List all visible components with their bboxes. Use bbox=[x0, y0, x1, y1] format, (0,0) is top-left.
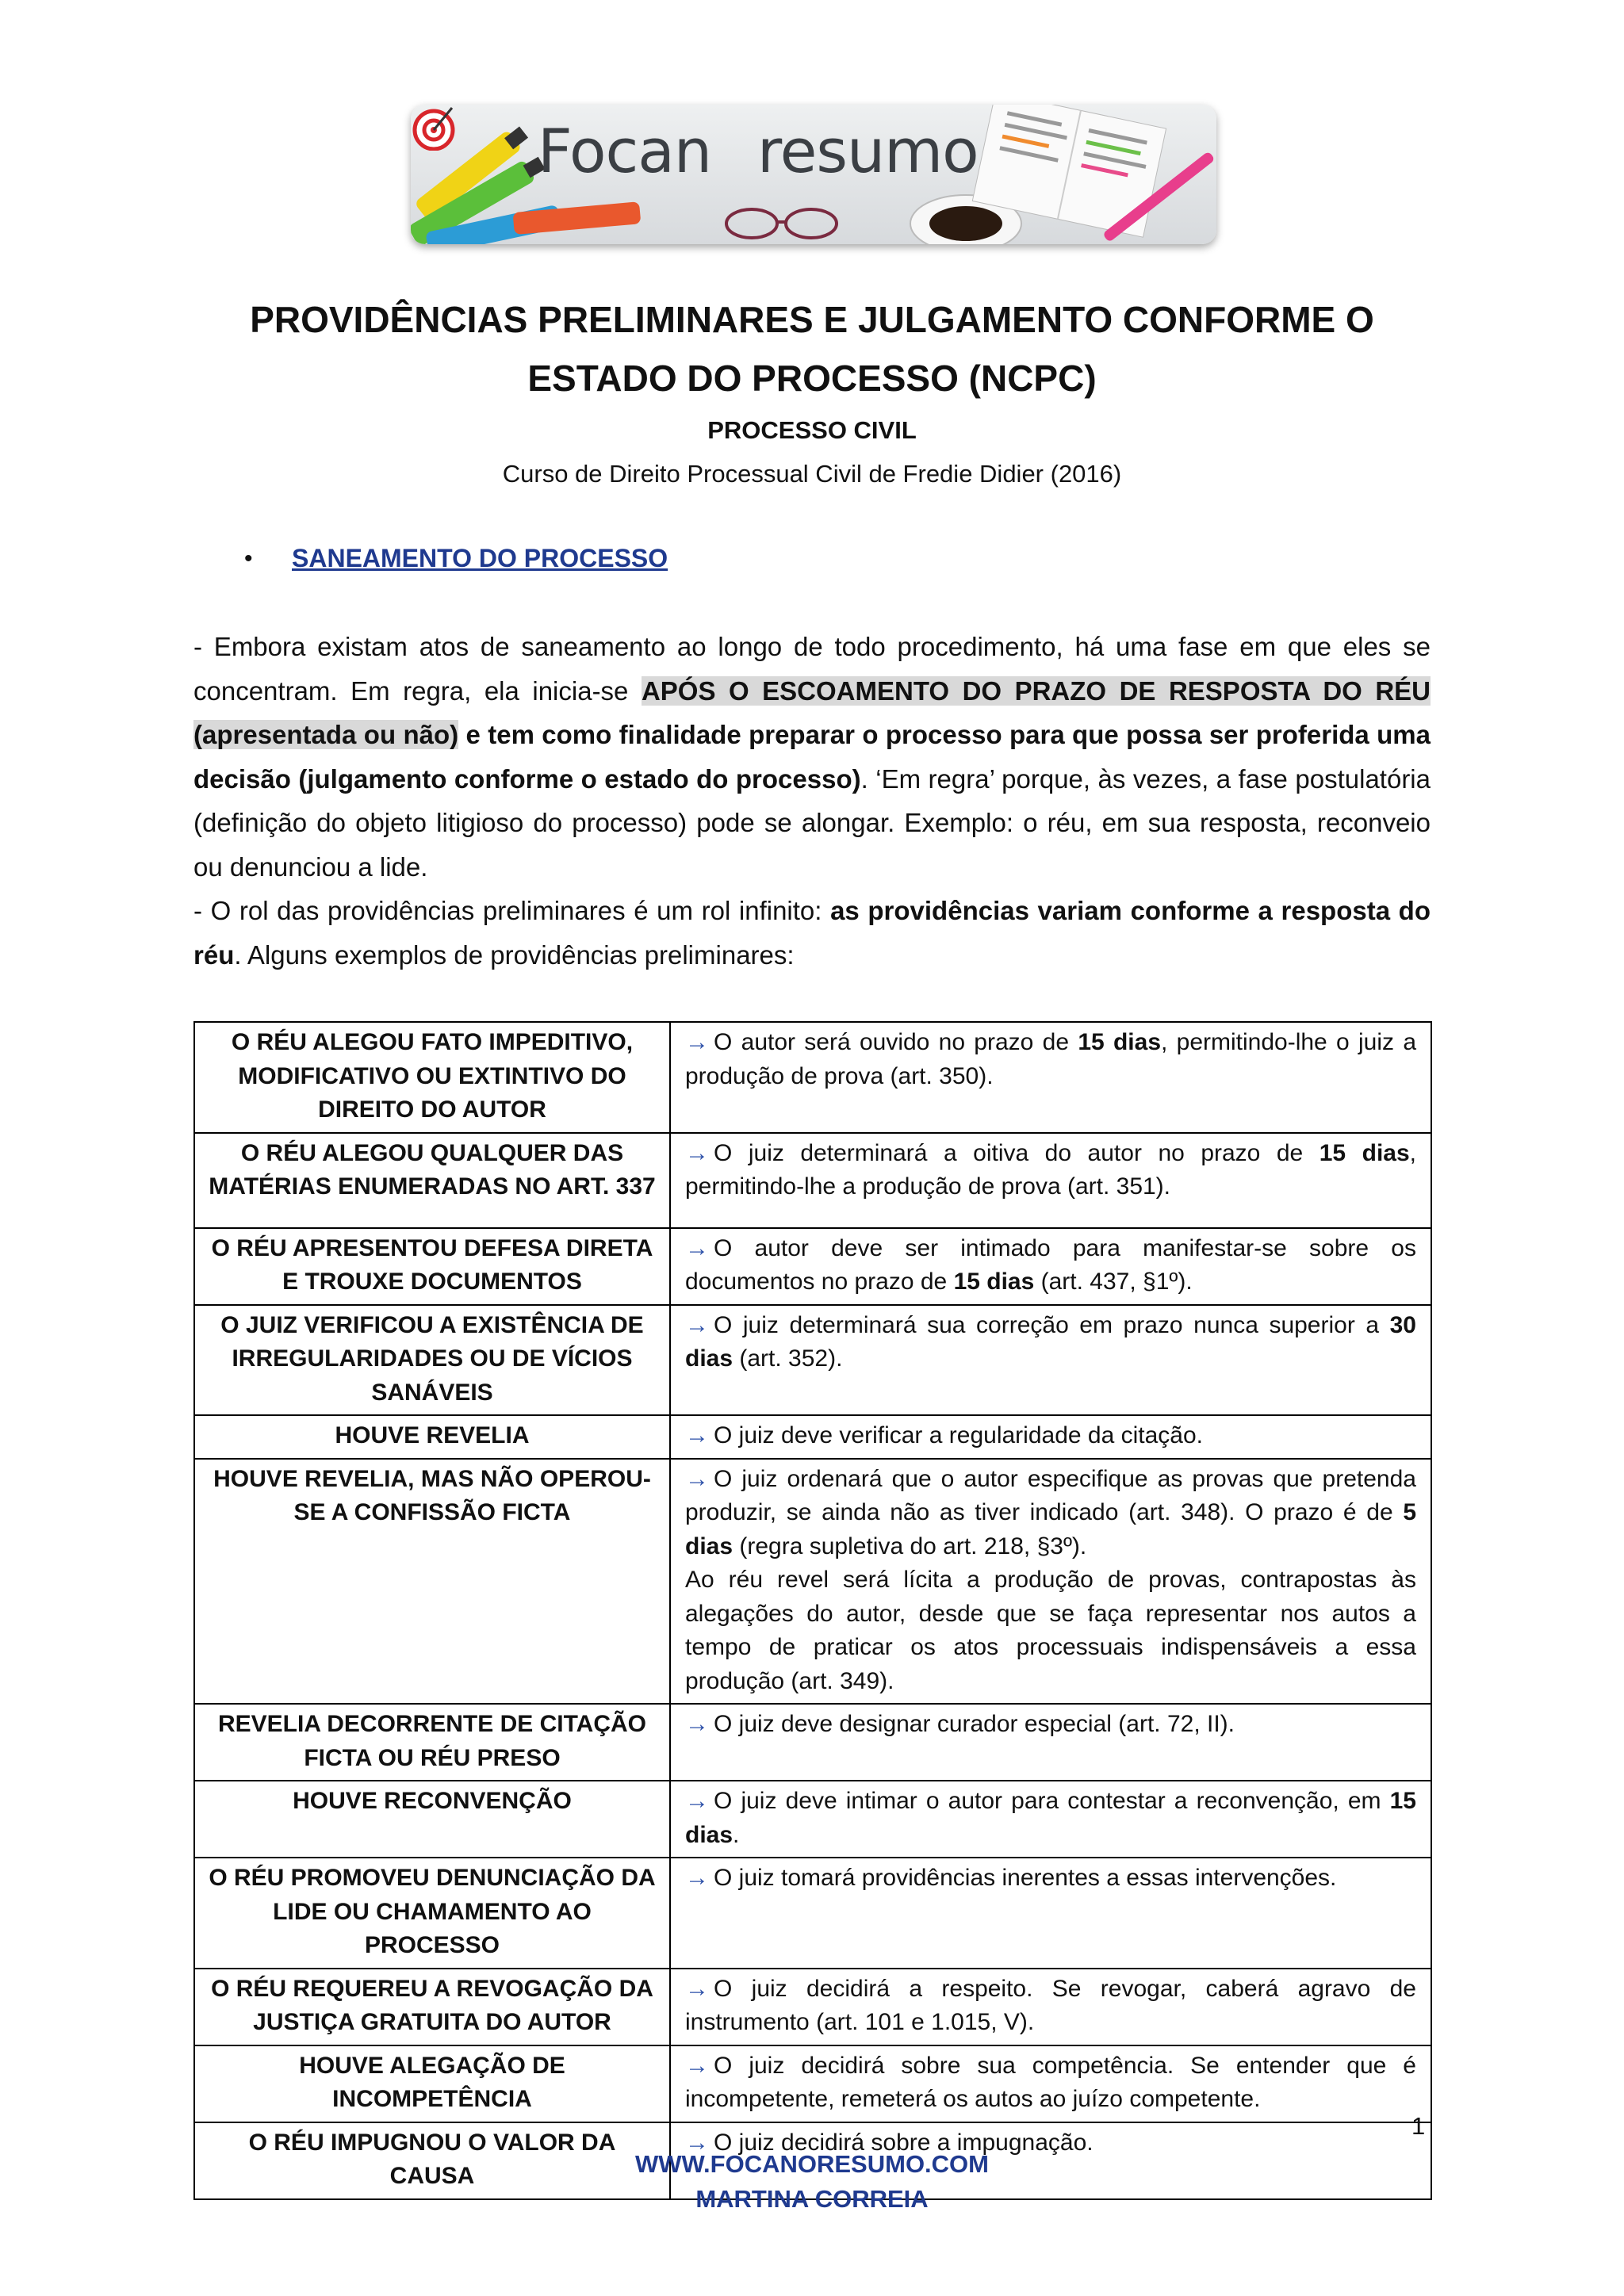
page-title bbox=[193, 290, 1431, 408]
arrow-right-icon: → bbox=[685, 1865, 709, 1891]
footer-author: MARTINA CORREIA bbox=[695, 2185, 929, 2213]
action-text: O juiz determinará sua correção em prazo nunca superior a bbox=[714, 1311, 1390, 1338]
section-label: SANEAMENTO DO PROCESSO bbox=[292, 544, 668, 572]
action-text: . bbox=[733, 1821, 740, 1848]
action-text: O juiz deve designar curador especial (art. 72, II). bbox=[714, 1711, 1235, 1737]
condition-cell: O RÉU REQUEREU A REVOGAÇÃO DA JUSTIÇA GRATUITA DO AUTOR bbox=[194, 1969, 670, 2045]
action-cell bbox=[670, 1305, 1431, 1416]
table-row bbox=[194, 1415, 1431, 1459]
page-title-line2: ESTADO DO PROCESSO (NCPC) bbox=[527, 358, 1097, 399]
condition-cell: O RÉU IMPUGNOU O VALOR DA CAUSA bbox=[194, 2122, 670, 2199]
action-text: O juiz deve intimar o autor para contestar a reconvenção, em bbox=[714, 1788, 1390, 1814]
arrow-right-icon: → bbox=[685, 1711, 709, 1737]
subject-heading: PROCESSO CIVIL bbox=[707, 416, 917, 444]
table-row bbox=[194, 1305, 1431, 1416]
action-extra-paragraph: Ao réu revel será lícita a produção de provas, contrapostas às alegações do autor, desde que se faça representar nos autos a tempo de praticar os atos processuais indispensáveis a essa produção (art. 349). bbox=[685, 1567, 1416, 1694]
action-text: O autor deve ser intimado para manifestar-se sobre os documentos no prazo de bbox=[685, 1234, 1416, 1295]
condition-cell: HOUVE REVELIA, MAS NÃO OPEROU-SE A CONFISSÃO FICTA bbox=[194, 1459, 670, 1705]
table-row bbox=[194, 1133, 1431, 1228]
paragraph-text: . Alguns exemplos de providências preliminares: bbox=[234, 939, 795, 970]
action-text: (art. 352). bbox=[733, 1345, 843, 1372]
action-text: , permitindo-lhe o juiz a produção de prova (art. 350). bbox=[685, 1029, 1417, 1089]
action-text: (regra supletiva do art. 218, §3º). bbox=[733, 1533, 1087, 1559]
action-text: O juiz decidirá sobre a impugnação. bbox=[714, 2129, 1094, 2156]
arrow-right-icon: → bbox=[685, 1975, 709, 2002]
arrow-right-icon: → bbox=[685, 1422, 709, 1448]
action-text: O juiz tomará providências inerentes a essas intervenções. bbox=[714, 1865, 1337, 1891]
action-cell bbox=[670, 1704, 1431, 1781]
condition-cell: O RÉU PROMOVEU DENUNCIAÇÃO DA LIDE OU CHAMAMENTO AO PROCESSO bbox=[194, 1858, 670, 1969]
action-cell bbox=[670, 1459, 1431, 1705]
footer-website: WWW.FOCANORESUMO.COM bbox=[634, 2150, 989, 2178]
action-text: (art. 437, §1º). bbox=[1034, 1269, 1193, 1295]
table-row bbox=[194, 1781, 1431, 1858]
paragraph-saneamento bbox=[193, 625, 1431, 889]
highlighted-text: APÓS O ESCOAMENTO DO PRAZO DE RESPOSTA DO RÉU (apresentada ou não) bbox=[193, 675, 1431, 749]
action-bold-text: 15 dias bbox=[1078, 1029, 1162, 1055]
table-row bbox=[194, 1969, 1431, 2045]
table-row bbox=[194, 1858, 1431, 1969]
action-cell bbox=[670, 1228, 1431, 1305]
footer bbox=[193, 2147, 1431, 2217]
condition-cell: O RÉU ALEGOU QUALQUER DAS MATÉRIAS ENUMERADAS NO ART. 337 bbox=[194, 1133, 670, 1228]
arrow-right-icon: → bbox=[685, 1465, 709, 1492]
table-row bbox=[194, 2045, 1431, 2122]
condition-cell: REVELIA DECORRENTE DE CITAÇÃO FICTA OU RÉU PRESO bbox=[194, 1704, 670, 1781]
header-banner bbox=[411, 105, 1216, 244]
section-heading bbox=[244, 544, 668, 573]
action-cell bbox=[670, 1022, 1431, 1133]
condition-cell: HOUVE ALEGAÇÃO DE INCOMPETÊNCIA bbox=[194, 2045, 670, 2122]
action-text: O juiz deve verificar a regularidade da citação. bbox=[714, 1422, 1203, 1448]
arrow-right-icon: → bbox=[685, 1234, 709, 1261]
paragraph-text: - Embora existam atos de saneamento ao longo de todo procedimento, há uma fase em que eles se concentram. Em regra, ela inicia-se bbox=[193, 632, 1431, 706]
paragraph-text: . ‘Em regra’ porque, às vezes, a fase postulatória (definição do objeto litigioso do processo) pode se alongar. Exemplo: o réu, em sua resposta, reconveio ou denunciou a lide. bbox=[193, 763, 1431, 882]
action-bold-text: 15 dias bbox=[685, 1788, 1416, 1848]
condition-cell: O RÉU ALEGOU FATO IMPEDITIVO, MODIFICATIVO OU EXTINTIVO DO DIREITO DO AUTOR bbox=[194, 1022, 670, 1133]
bold-text: as providências variam conforme a resposta do réu bbox=[193, 896, 1431, 970]
action-cell bbox=[670, 1415, 1431, 1459]
arrow-right-icon: → bbox=[685, 2052, 709, 2079]
table-row bbox=[194, 1022, 1431, 1133]
action-cell bbox=[670, 1781, 1431, 1858]
arrow-right-icon: → bbox=[685, 1139, 709, 1166]
condition-cell: O RÉU APRESENTOU DEFESA DIRETA E TROUXE DOCUMENTOS bbox=[194, 1228, 670, 1305]
action-text: , permitindo-lhe a produção de prova (art. 351). bbox=[685, 1139, 1416, 1200]
arrow-right-icon: → bbox=[685, 1311, 709, 1338]
providencias-table bbox=[193, 1021, 1432, 2200]
action-text: O juiz decidirá a respeito. Se revogar, caberá agravo de instrumento (art. 101 e 1.015, V). bbox=[685, 1975, 1416, 2035]
action-text: O juiz decidirá sobre sua competência. Se entender que é incompetente, remeterá os autos ao juízo competente. bbox=[685, 2052, 1416, 2112]
arrow-right-icon: → bbox=[685, 2129, 709, 2156]
condition-cell: HOUVE REVELIA bbox=[194, 1415, 670, 1459]
page-number: 1 bbox=[1411, 2112, 1426, 2140]
banner-logo-part1: Focan bbox=[538, 116, 712, 186]
condition-cell: HOUVE RECONVENÇÃO bbox=[194, 1781, 670, 1858]
arrow-right-icon: → bbox=[685, 1029, 709, 1055]
course-reference: Curso de Direito Processual Civil de Fredie Didier (2016) bbox=[502, 460, 1122, 488]
condition-cell: O JUIZ VERIFICOU A EXISTÊNCIA DE IRREGULARIDADES OU DE VÍCIOS SANÁVEIS bbox=[194, 1305, 670, 1416]
banner-logo-text bbox=[538, 116, 979, 186]
target-arrow-icon bbox=[411, 105, 457, 151]
action-cell bbox=[670, 1133, 1431, 1228]
arrow-right-icon: → bbox=[685, 1788, 709, 1814]
bold-text: e tem como finalidade preparar o processo para que possa ser proferida uma decisão (julgamento conforme o estado do processo) bbox=[193, 720, 1431, 794]
table-row bbox=[194, 1228, 1431, 1305]
table-row bbox=[194, 1704, 1431, 1781]
banner-logo-part2: resumo bbox=[757, 116, 979, 186]
paragraph-text: - O rol das providências preliminares é um rol infinito: bbox=[193, 896, 831, 925]
action-bold-text: 5 dias bbox=[685, 1499, 1416, 1559]
action-bold-text: 30 dias bbox=[685, 1311, 1416, 1372]
action-text: O autor será ouvido no prazo de bbox=[714, 1029, 1078, 1055]
bullet-icon: • bbox=[244, 545, 253, 572]
action-text: O juiz determinará a oitiva do autor no prazo de bbox=[714, 1139, 1320, 1166]
action-bold-text: 15 dias bbox=[953, 1269, 1035, 1295]
page-title-line1: PROVIDÊNCIAS PRELIMINARES E JULGAMENTO CONFORME O bbox=[250, 299, 1374, 340]
action-cell bbox=[670, 2045, 1431, 2122]
action-cell bbox=[670, 1969, 1431, 2045]
paragraph-rol bbox=[193, 889, 1431, 977]
action-cell bbox=[670, 1858, 1431, 1969]
action-text: O juiz ordenará que o autor especifique as provas que pretenda produzir, se ainda não as tiver indicado (art. 348). O prazo é de bbox=[685, 1465, 1416, 1525]
table-row bbox=[194, 1459, 1431, 1705]
action-bold-text: 15 dias bbox=[1319, 1139, 1410, 1166]
